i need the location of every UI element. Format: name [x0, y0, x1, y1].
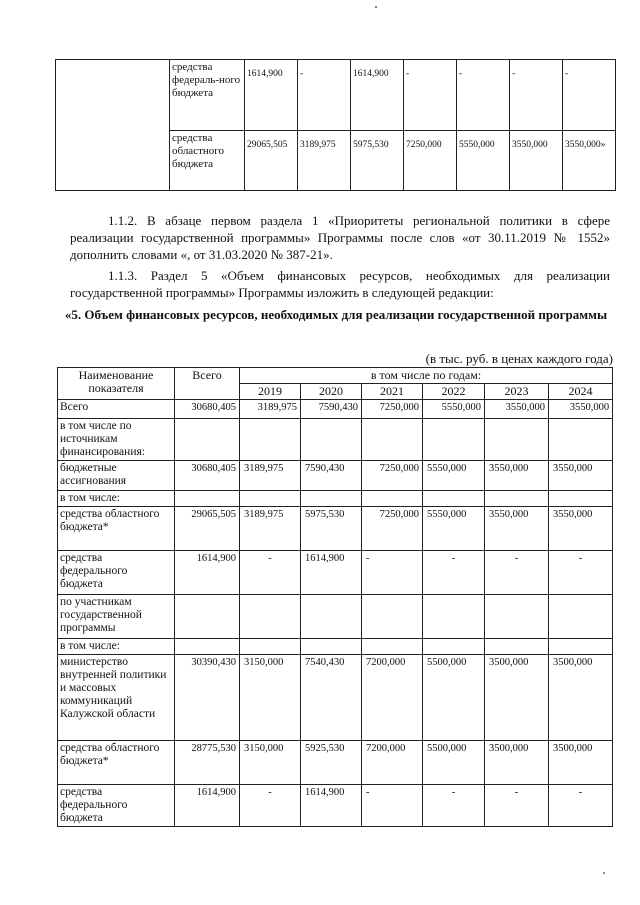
- empty-cell: [301, 491, 362, 507]
- header-year: 2019: [240, 384, 301, 400]
- table-row: [58, 491, 613, 507]
- cell-2023: 3550,000: [485, 400, 549, 419]
- section-heading: «5. Объем финансовых ресурсов, необходимых для реализации государственной программы: [64, 307, 608, 322]
- cell-2024: 3550,000: [549, 461, 613, 491]
- cell-2022: -: [423, 785, 485, 827]
- row-label: бюджетные ассигнования: [58, 461, 175, 491]
- empty-cell: [301, 419, 362, 461]
- table-row: [58, 785, 613, 827]
- cell-2024: -: [549, 551, 613, 595]
- empty-cell: [485, 595, 549, 639]
- empty-cell: [549, 491, 613, 507]
- paragraph-text: 1.1.2. В абзаце первом раздела 1 «Приоритеты региональной политики в сфере реализации государственной программы» Программы после слов «от 30.11.2019 № 1552» дополнить словами «, от 31.03.2020 № 387-21».: [70, 213, 610, 262]
- cell-2020: 1614,900: [301, 551, 362, 595]
- empty-cell: [240, 639, 301, 655]
- empty-cell: [175, 419, 240, 461]
- cell-2022: 5550,000: [457, 131, 510, 191]
- row-label: средства федерального бюджета: [58, 551, 175, 595]
- cell-total: 30680,405: [175, 461, 240, 491]
- cell-2023: -: [485, 785, 549, 827]
- table-row: [58, 655, 613, 741]
- cell-2024: 3500,000: [549, 655, 613, 741]
- empty-cell: [549, 419, 613, 461]
- header-year: 2021: [362, 384, 423, 400]
- scan-speck: [603, 872, 605, 874]
- cell-2020: 1614,900: [301, 785, 362, 827]
- empty-cell: [175, 595, 240, 639]
- cell-2021: -: [362, 785, 423, 827]
- row-label: Всего: [58, 400, 175, 419]
- table-row: [58, 741, 613, 785]
- empty-cell: [549, 595, 613, 639]
- empty-cell: [423, 419, 485, 461]
- cell-2022: -: [423, 551, 485, 595]
- cell-2019: 3189,975: [298, 131, 351, 191]
- empty-cell: [362, 491, 423, 507]
- empty-cell: [362, 639, 423, 655]
- cell-2020: 7590,430: [301, 400, 362, 419]
- empty-cell: [485, 491, 549, 507]
- cell-2019: 3150,000: [240, 741, 301, 785]
- cell-2020: 5925,530: [301, 741, 362, 785]
- empty-cell: [56, 60, 170, 191]
- row-label: средства федераль-ного бюджета: [170, 60, 245, 131]
- cell-2024: 3500,000: [549, 741, 613, 785]
- table-row: [58, 551, 613, 595]
- cell-2021: -: [362, 551, 423, 595]
- cell-2020: 7540,430: [301, 655, 362, 741]
- cell-2019: -: [240, 551, 301, 595]
- table-row: [58, 400, 613, 419]
- cell-2019: -: [298, 60, 351, 131]
- cell-2021: 7200,000: [362, 655, 423, 741]
- cell-2023: 3550,000: [485, 507, 549, 551]
- empty-cell: [301, 595, 362, 639]
- cell-total: 30680,405: [175, 400, 240, 419]
- cell-total: 29065,505: [245, 131, 298, 191]
- paragraph-1-1-2: [70, 212, 610, 263]
- row-label: в том числе:: [58, 639, 175, 655]
- cell-total: 1614,900: [175, 785, 240, 827]
- header-year: 2022: [423, 384, 485, 400]
- header-year: 2024: [549, 384, 613, 400]
- empty-cell: [240, 419, 301, 461]
- cell-2023: -: [485, 551, 549, 595]
- empty-cell: [240, 595, 301, 639]
- cell-2024: 3550,000: [549, 507, 613, 551]
- scan-speck: [375, 6, 377, 8]
- empty-cell: [485, 639, 549, 655]
- cell-total: 1614,900: [175, 551, 240, 595]
- row-label: по участникам государственной программы: [58, 595, 175, 639]
- cell-2024: 3550,000: [549, 400, 613, 419]
- cell-2022: 5550,000: [423, 400, 485, 419]
- row-label: средства областного бюджета: [170, 131, 245, 191]
- top-funding-table: [55, 59, 616, 191]
- cell-2024: -: [549, 785, 613, 827]
- cell-2019: 3150,000: [240, 655, 301, 741]
- table-row: [58, 595, 613, 639]
- header-year: 2023: [485, 384, 549, 400]
- cell-2023: 3550,000: [485, 461, 549, 491]
- row-label: в том числе по источникам финансирования:: [58, 419, 175, 461]
- cell-total: 29065,505: [175, 507, 240, 551]
- empty-cell: [423, 595, 485, 639]
- table-row: [56, 60, 616, 131]
- cell-2021: -: [404, 60, 457, 131]
- header-row: [58, 368, 613, 384]
- cell-2023: 3500,000: [485, 655, 549, 741]
- table-row: [58, 639, 613, 655]
- cell-2020: 5975,530: [351, 131, 404, 191]
- empty-cell: [423, 639, 485, 655]
- paragraph-1-1-3: [70, 267, 610, 301]
- table-row: [58, 419, 613, 461]
- cell-2022: 5500,000: [423, 741, 485, 785]
- table-row: [58, 461, 613, 491]
- units-note: (в тыс. руб. в ценах каждого года): [425, 351, 613, 366]
- cell-2019: 3189,975: [240, 507, 301, 551]
- empty-cell: [485, 419, 549, 461]
- cell-2023: -: [510, 60, 563, 131]
- row-label: средства областного бюджета*: [58, 507, 175, 551]
- row-label: средства областного бюджета*: [58, 741, 175, 785]
- cell-2020: 7590,430: [301, 461, 362, 491]
- cell-total: 1614,900: [245, 60, 298, 131]
- cell-2022: 5500,000: [423, 655, 485, 741]
- cell-2021: 7250,000: [362, 507, 423, 551]
- cell-2021: 7250,000: [362, 461, 423, 491]
- row-label: министерство внутренней политики и массовых коммуникаций Калужской области: [58, 655, 175, 741]
- cell-2021: 7200,000: [362, 741, 423, 785]
- header-total: Всего: [175, 368, 240, 400]
- header-name: Наименование показателя: [58, 368, 175, 400]
- cell-2020: 1614,900: [351, 60, 404, 131]
- empty-cell: [175, 491, 240, 507]
- empty-cell: [423, 491, 485, 507]
- cell-2022: 5550,000: [423, 461, 485, 491]
- row-label: в том числе:: [58, 491, 175, 507]
- paragraph-text: 1.1.3. Раздел 5 «Объем финансовых ресурсов, необходимых для реализации государственной программы» Программы изложить в следующей редакции:: [70, 268, 610, 300]
- cell-2023: 3550,000: [510, 131, 563, 191]
- cell-2022: 5550,000: [423, 507, 485, 551]
- cell-2023: 3500,000: [485, 741, 549, 785]
- cell-2024: 3550,000»: [563, 131, 616, 191]
- empty-cell: [301, 639, 362, 655]
- empty-cell: [175, 639, 240, 655]
- cell-2021: 7250,000: [404, 131, 457, 191]
- cell-2019: 3189,975: [240, 400, 301, 419]
- cell-2021: 7250,000: [362, 400, 423, 419]
- cell-2019: 3189,975: [240, 461, 301, 491]
- row-label: средства федерального бюджета: [58, 785, 175, 827]
- header-year: 2020: [301, 384, 362, 400]
- cell-2019: -: [240, 785, 301, 827]
- header-by-years: в том числе по годам:: [240, 368, 613, 384]
- financial-resources-table: [57, 367, 613, 827]
- cell-total: 28775,530: [175, 741, 240, 785]
- empty-cell: [362, 419, 423, 461]
- empty-cell: [362, 595, 423, 639]
- cell-2022: -: [457, 60, 510, 131]
- cell-2024: -: [563, 60, 616, 131]
- cell-2020: 5975,530: [301, 507, 362, 551]
- table-row: [58, 507, 613, 551]
- empty-cell: [549, 639, 613, 655]
- empty-cell: [240, 491, 301, 507]
- cell-total: 30390,430: [175, 655, 240, 741]
